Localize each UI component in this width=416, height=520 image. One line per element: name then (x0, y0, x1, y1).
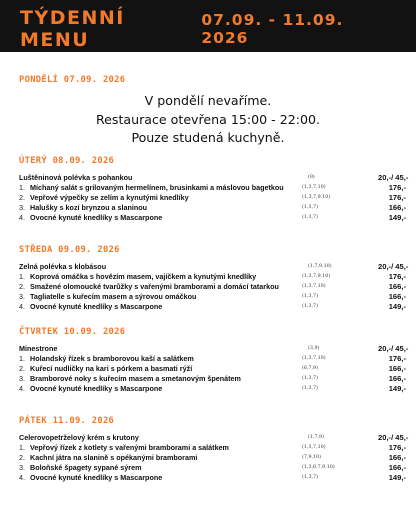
meal-price: 149,- (388, 301, 406, 311)
soup-allergens: (9) (308, 174, 315, 180)
day-section-thursday (19, 327, 409, 393)
monday-notice (0, 92, 416, 148)
week-date-range: 07.09. - 11.09. 2026 (201, 11, 344, 47)
meal-row (19, 281, 406, 291)
meal-name: Míchaný salát s grilovaným hermelínem, brusinkami a máslovou bagetkou (30, 182, 284, 192)
meal-name: Tagliatelle s kuřecím masem a sýrovou omáčkou (30, 291, 197, 301)
day-section-friday (19, 416, 409, 482)
meal-number: 1. (19, 182, 25, 192)
meal-name: Vepřový řízek z kotlety s vařenými bramborami a salátkem (30, 442, 229, 452)
meal-allergens: (1,3,7,10) (302, 444, 326, 450)
soup-price: 20,-/ 45,- (378, 172, 409, 182)
meal-row (19, 212, 406, 222)
meal-name: Boloňské špagety sypané sýrem (30, 462, 142, 472)
meal-row (19, 182, 406, 192)
meal-price: 166,- (388, 452, 406, 462)
menu-header (0, 0, 416, 52)
meal-row (19, 442, 406, 452)
day-section-tuesday (19, 156, 409, 222)
soup-name: Celerovopetrželový krém s krutony (19, 432, 139, 442)
soup-name: Zelná polévka s klobásou (19, 261, 107, 271)
meal-row (19, 373, 406, 383)
day-title: ÚTERÝ 08.09. 2026 (19, 156, 115, 166)
day-title: ČTVRTEK 10.09. 2026 (19, 327, 126, 337)
meal-row (19, 202, 406, 212)
meal-row (19, 462, 406, 472)
meal-number: 2. (19, 452, 25, 462)
meal-price: 149,- (388, 212, 406, 222)
soup-row (19, 261, 409, 271)
meal-price: 176,- (388, 353, 406, 363)
meal-name: Ovocné kynuté knedlíky s Mascarpone (30, 472, 163, 482)
soup-row (19, 343, 409, 353)
meal-price: 166,- (388, 373, 406, 383)
meal-number: 4. (19, 472, 25, 482)
meal-number: 1. (19, 353, 25, 363)
meal-name: Vepřové výpečky se zelím a kynutými knedlíky (30, 192, 189, 202)
meal-name: Ovocné kynuté knedlíky s Mascarpone (30, 212, 163, 222)
soup-name: Luštěninová polévka s pohankou (19, 172, 133, 182)
soup-allergens: (1,7,9) (308, 434, 324, 440)
notice-line: Pouze studená kuchyně. (131, 130, 285, 145)
meal-name: Kachní játra na slanině s opékanými bramborami (30, 452, 198, 462)
meal-allergens: (1,3,6,7,9,10) (302, 464, 335, 470)
soup-row (19, 432, 409, 442)
meal-price: 149,- (388, 383, 406, 393)
meal-price: 176,- (388, 442, 406, 452)
meal-price: 149,- (388, 472, 406, 482)
soup-allergens: (1,7,9,10) (308, 263, 332, 269)
meal-row (19, 353, 406, 363)
meal-number: 2. (19, 363, 25, 373)
meal-price: 176,- (388, 271, 406, 281)
meal-allergens: (1,3,7) (302, 385, 318, 391)
meal-allergens: (1,3,7) (302, 474, 318, 480)
meal-row (19, 363, 406, 373)
meal-name: Halušky s kozí brynzou a slaninou (30, 202, 148, 212)
meal-allergens: (1,3,7,9,10) (302, 273, 331, 279)
meal-number: 1. (19, 442, 25, 452)
meal-name: Ovocné kynuté knedlíky s Mascarpone (30, 301, 163, 311)
meal-name: Bramborové noky s kuřecím masem a smetanovým špenátem (30, 373, 241, 383)
meal-name: Kuřecí nudličky na kari s pórkem a basmati rýží (30, 363, 193, 373)
meal-allergens: (1,3,7,9,10) (302, 194, 331, 200)
day-title-monday: PONDĚLÍ 07.09. 2026 (19, 75, 126, 85)
meal-name: Smažené olomoucké tvarůžky s vařenými bramborami a domácí tatarkou (30, 281, 279, 291)
meal-price: 176,- (388, 192, 406, 202)
soup-price: 20,-/ 45,- (378, 432, 409, 442)
soup-price: 20,-/ 45,- (378, 343, 409, 353)
day-section-wednesday (19, 245, 409, 311)
meal-number: 3. (19, 291, 25, 301)
meal-price: 166,- (388, 202, 406, 212)
meal-row (19, 192, 406, 202)
meal-name: Ovocné kynuté knedlíky s Mascarpone (30, 383, 163, 393)
meal-number: 2. (19, 192, 25, 202)
day-title: PÁTEK 11.09. 2026 (19, 416, 115, 426)
meal-price: 166,- (388, 281, 406, 291)
meal-price: 176,- (388, 182, 406, 192)
soup-name: Minestrone (19, 343, 58, 353)
meal-number: 1. (19, 271, 25, 281)
meal-allergens: (1,3,7) (302, 293, 318, 299)
meal-row (19, 383, 406, 393)
soup-allergens: (3,9) (308, 345, 320, 351)
meal-allergens: (1,3,7) (302, 204, 318, 210)
meal-name: Koprová omáčka s hovězím masem, vajíčkem a kynutými knedlíky (30, 271, 257, 281)
meal-number: 4. (19, 383, 25, 393)
meal-number: 3. (19, 462, 25, 472)
menu-title: TÝDENNÍ MENU (20, 7, 125, 51)
meal-allergens: (1,3,7) (302, 303, 318, 309)
day-title: STŘEDA 09.09. 2026 (19, 245, 120, 255)
soup-row (19, 172, 409, 182)
meal-allergens: (1,3,7) (302, 375, 318, 381)
meal-row (19, 271, 406, 281)
meal-price: 166,- (388, 363, 406, 373)
meal-name: Holandský řízek s bramborovou kaší a salátkem (30, 353, 194, 363)
meal-number: 3. (19, 202, 25, 212)
meal-row (19, 291, 406, 301)
notice-line: Restaurace otevřena 15:00 - 22:00. (95, 111, 321, 127)
soup-price: 20,-/ 45,- (378, 261, 409, 271)
meal-number: 2. (19, 281, 25, 291)
meal-number: 4. (19, 301, 25, 311)
meal-number: 3. (19, 373, 25, 383)
meal-allergens: (7,9,10) (302, 454, 322, 460)
meal-price: 166,- (388, 462, 406, 472)
meal-number: 4. (19, 212, 25, 222)
meal-allergens: (6,7,9) (302, 365, 318, 371)
meal-allergens: (1,3,7) (302, 214, 318, 220)
meal-row (19, 301, 406, 311)
meal-price: 166,- (388, 291, 406, 301)
meal-allergens: (1,3,7,10) (302, 184, 326, 190)
meal-row (19, 452, 406, 462)
notice-line: V pondělí nevaříme. (144, 93, 272, 108)
meal-row (19, 472, 406, 482)
meal-allergens: (1,3,7,10) (302, 283, 326, 289)
meal-allergens: (1,3,7,10) (302, 355, 326, 361)
